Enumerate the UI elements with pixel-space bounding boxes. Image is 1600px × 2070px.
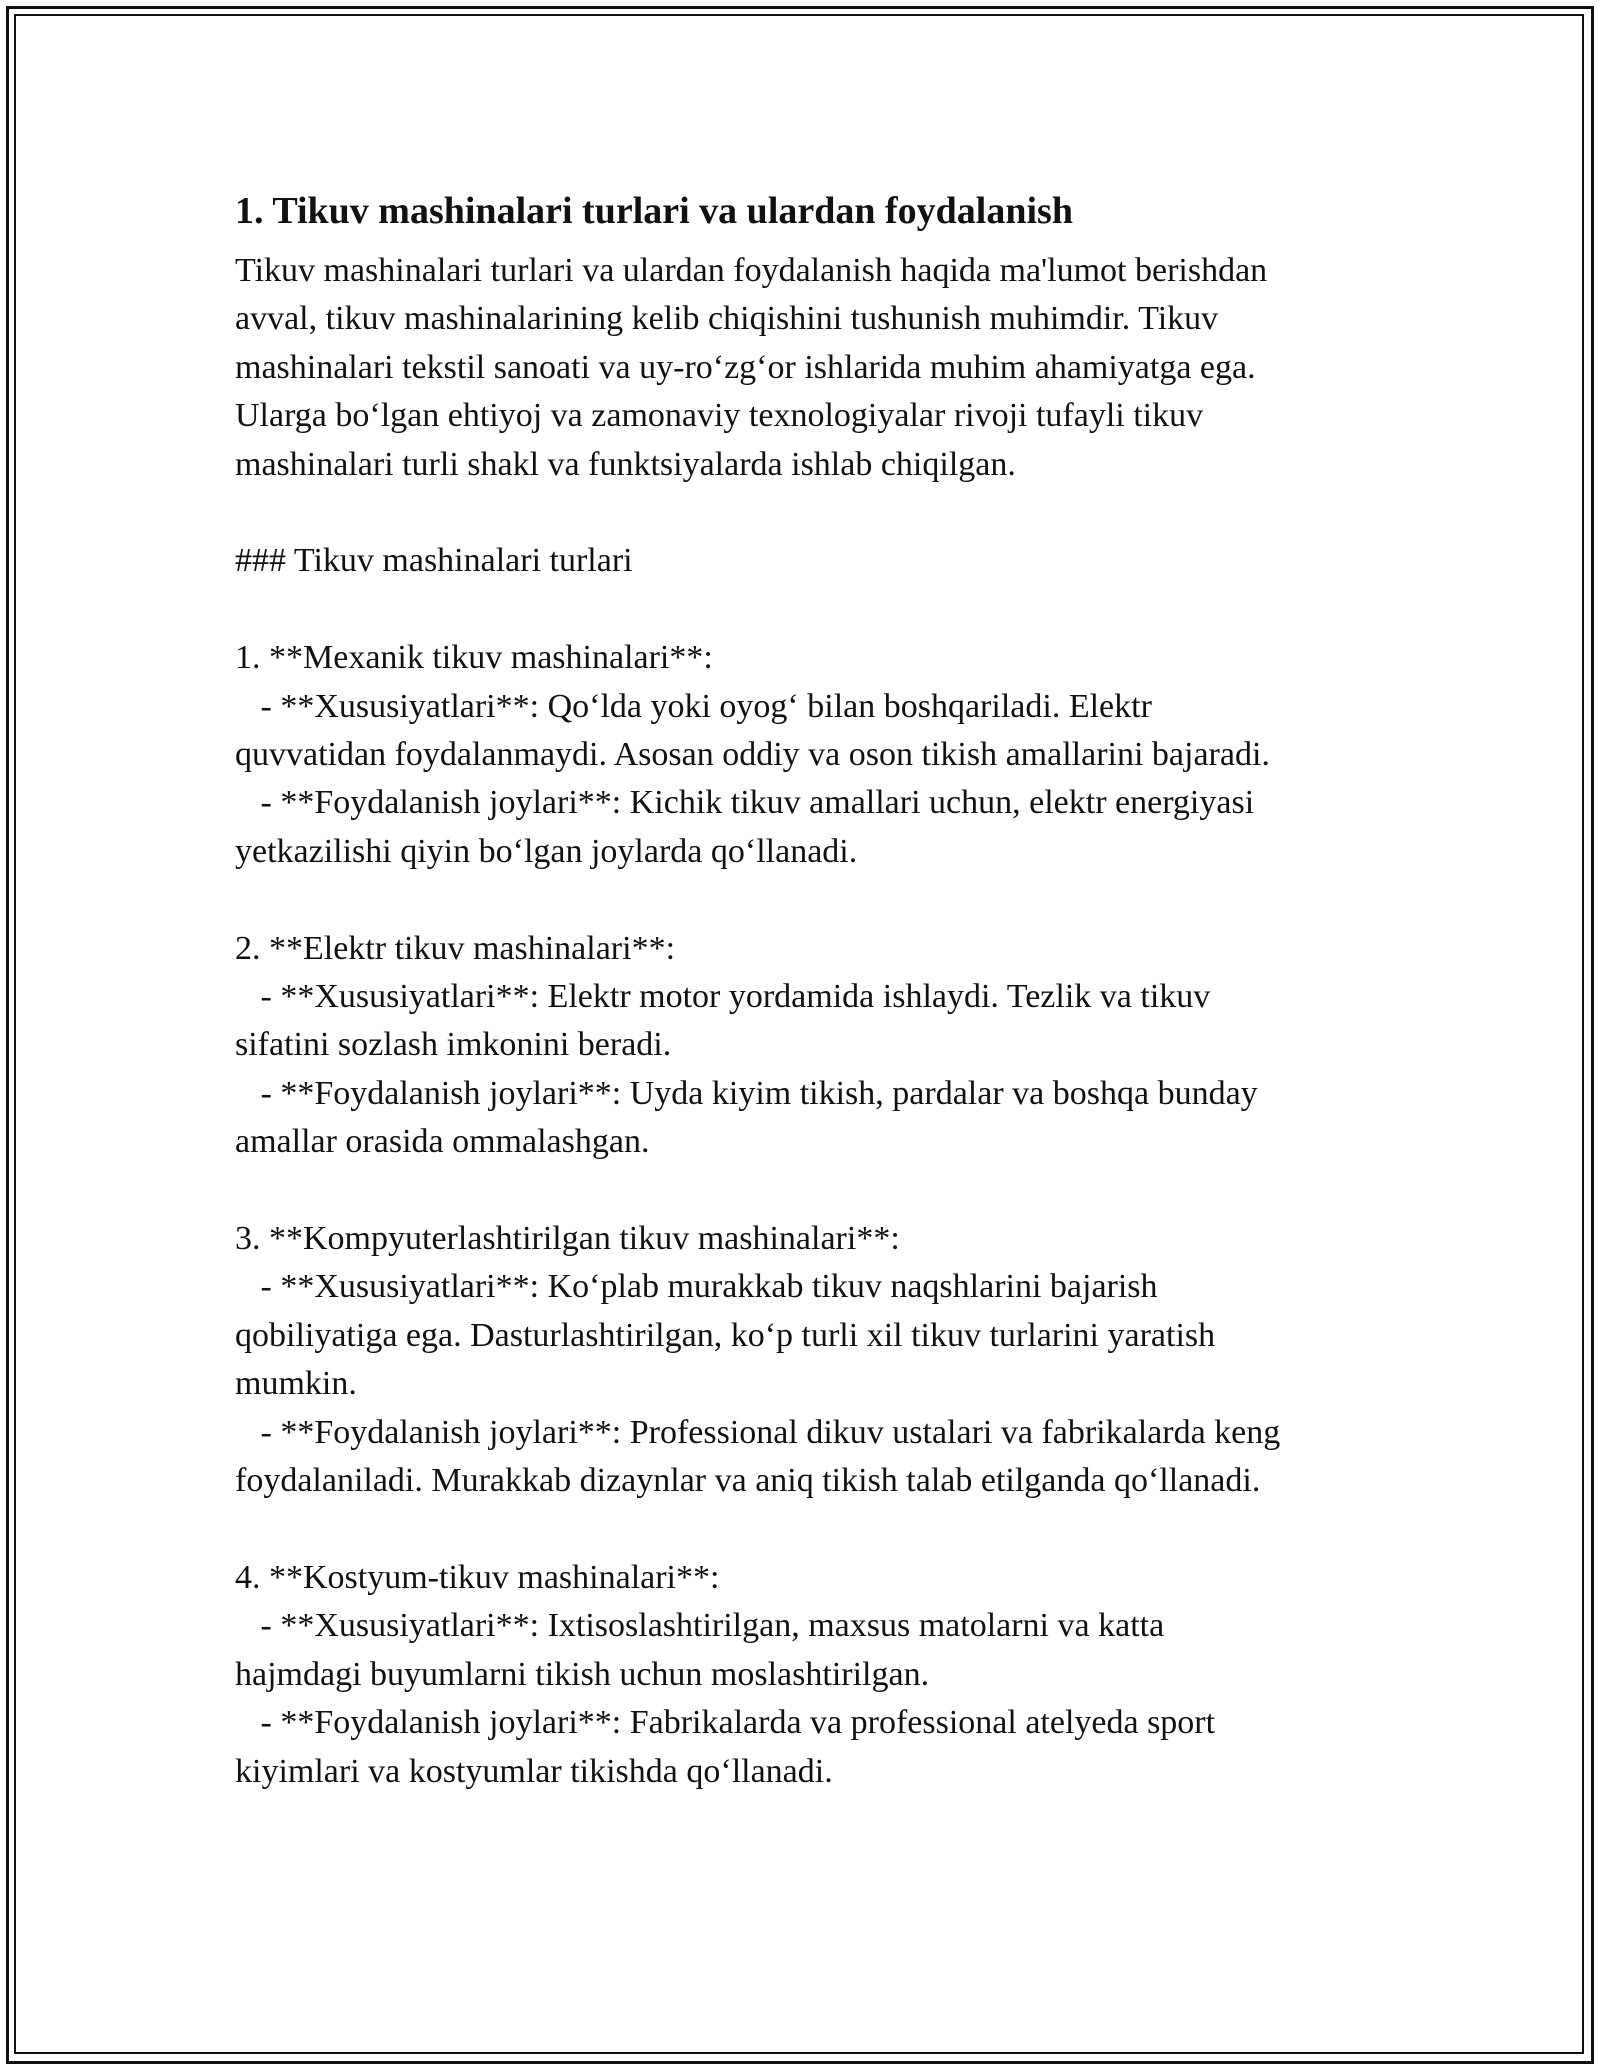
text-line xyxy=(235,1506,1385,1554)
text-line: mumkin. xyxy=(235,1365,357,1403)
text-line: 3. **Kompyuterlashtirilgan tikuv mashinalari**: xyxy=(235,1220,900,1258)
text-line: - **Xususiyatlari**: Elektr motor yordamida ishlaydi. Tezlik va tikuv xyxy=(235,978,1211,1016)
text-line: ### Tikuv mashinalari turlari xyxy=(235,542,633,580)
text-line: - **Foydalanish joylari**: Kichik tikuv amallari uchun, elektr energiyasi xyxy=(235,784,1255,822)
text-line: - **Foydalanish joylari**: Fabrikalarda va professional atelyeda sport xyxy=(235,1704,1216,1742)
text-line: avval, tikuv mashinalarining kelib chiqishini tushunish muhimdir. Tikuv xyxy=(235,300,1219,338)
text-line: 2. **Elektr tikuv mashinalari**: xyxy=(235,929,676,967)
text-line: sifatini sozlash imkonini beradi. xyxy=(235,1026,672,1064)
text-line: yetkazilishi qiyin bo‘lgan joylarda qo‘llanadi. xyxy=(235,832,858,870)
text-line: - **Foydalanish joylari**: Professional dikuv ustalari va fabrikalarda keng xyxy=(235,1413,1281,1451)
document-body xyxy=(235,247,1385,1796)
text-line xyxy=(235,586,1385,634)
document-heading: 1. Tikuv mashinalari turlari va ulardan foydalanish xyxy=(235,190,1073,232)
text-line: quvvatidan foydalanmaydi. Asosan oddiy va oson tikish amallarini bajaradi. xyxy=(235,736,1270,774)
text-line: 4. **Kostyum-tikuv mashinalari**: xyxy=(235,1558,720,1596)
text-line: foydalaniladi. Murakkab dizaynlar va aniq tikish talab etilganda qo‘llanadi. xyxy=(235,1462,1261,1500)
text-line xyxy=(235,489,1385,537)
text-line: - **Xususiyatlari**: Ixtisoslashtirilgan, maxsus matolarni va katta xyxy=(235,1607,1165,1645)
text-line: Ularga bo‘lgan ehtiyoj va zamonaviy texnologiyalar rivoji tufayli tikuv xyxy=(235,397,1204,435)
text-line: qobiliyatiga ega. Dasturlashtirilgan, ko‘p turli xil tikuv turlarini yaratish xyxy=(235,1316,1216,1354)
text-line: Tikuv mashinalari turlari va ulardan foydalanish haqida ma'lumot berishdan xyxy=(235,252,1268,289)
text-line: kiyimlari va kostyumlar tikishda qo‘llanadi. xyxy=(235,1752,833,1790)
document-page xyxy=(235,185,1385,1796)
text-line: 1. **Mexanik tikuv mashinalari**: xyxy=(235,639,713,677)
text-line: mashinalari tekstil sanoati va uy-ro‘zg‘or ishlarida muhim ahamiyatga ega. xyxy=(235,348,1256,386)
text-line xyxy=(235,876,1385,924)
text-line: amallar orasida ommalashgan. xyxy=(235,1123,650,1161)
text-line: mashinalari turli shakl va funktsiyalarda ishlab chiqilgan. xyxy=(235,445,1016,483)
text-line: hajmdagi buyumlarni tikish uchun moslashtirilgan. xyxy=(235,1655,930,1693)
text-line: - **Xususiyatlari**: Ko‘plab murakkab tikuv naqshlarini bajarish xyxy=(235,1268,1158,1306)
text-line xyxy=(235,1167,1385,1215)
text-line: - **Foydalanish joylari**: Uyda kiyim tikish, pardalar va boshqa bunday xyxy=(235,1074,1258,1112)
text-line: - **Xususiyatlari**: Qo‘lda yoki oyog‘ bilan boshqariladi. Elektr xyxy=(235,687,1152,725)
